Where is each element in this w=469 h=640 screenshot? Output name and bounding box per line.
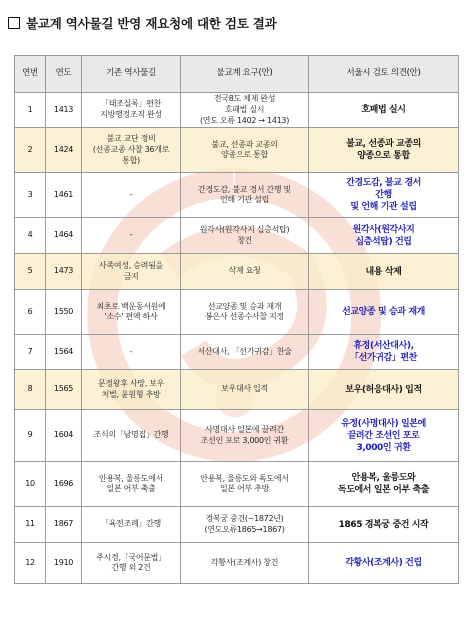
row-original: 문정왕후 사망, 보우 처벌, 윤원형 추방	[82, 370, 181, 410]
row-year: 1424	[46, 128, 82, 173]
row-opinion: 선교양종 및 승과 재개	[309, 290, 459, 335]
row-opinion: 내용 삭제	[309, 254, 459, 290]
row-year: 1550	[46, 290, 82, 335]
table-row	[15, 254, 459, 290]
row-request: 보우대사 입적	[181, 370, 309, 410]
row-year: 1565	[46, 370, 82, 410]
row-year: 1910	[46, 543, 82, 584]
row-request: 삭제 요청	[181, 254, 309, 290]
document-title	[8, 14, 277, 32]
row-request: 전국8도 체제 완성 호패법 실시 (연도 오류 1402 → 1413)	[181, 93, 309, 128]
row-year: 1564	[46, 335, 82, 370]
row-number: 10	[15, 462, 46, 507]
row-year: 1461	[46, 173, 82, 218]
row-request: 원각사(원각사지 십층석탑) 창건	[181, 218, 309, 254]
row-request: 선교양종 및 승과 재개 봉은사 선종수사찰 지정	[181, 290, 309, 335]
row-opinion: 간경도감, 불교 경서 간행 및 언해 기관 설립	[309, 173, 459, 218]
row-original: 「육전조례」간행	[82, 507, 181, 543]
row-number: 5	[15, 254, 46, 290]
row-original: -	[82, 335, 181, 370]
table-row	[15, 335, 459, 370]
row-number: 11	[15, 507, 46, 543]
table-row	[15, 462, 459, 507]
row-request: 안용복, 울릉도와 독도에서 일본 어부 추방	[181, 462, 309, 507]
table-row	[15, 543, 459, 584]
table-row	[15, 370, 459, 410]
checkbox-square-icon	[8, 17, 20, 29]
row-number: 8	[15, 370, 46, 410]
row-number: 12	[15, 543, 46, 584]
header-opinion: 서울시 검토 의견(안)	[309, 56, 459, 93]
row-request: 사명대사 일본에 끌려간 조선인 포로 3,000인 귀환	[181, 410, 309, 462]
review-results-table	[14, 55, 459, 584]
row-opinion: 유정(사명대사) 일본에 끌려간 조선인 포로 3,000인 귀환	[309, 410, 459, 462]
row-opinion: 각황사(조계사) 건립	[309, 543, 459, 584]
row-original: 사족여성, 승려됨을 금지	[82, 254, 181, 290]
row-original: 「태조실록」편찬 지방행정조직 완성	[82, 93, 181, 128]
row-original: -	[82, 218, 181, 254]
table-row	[15, 218, 459, 254]
table-row	[15, 507, 459, 543]
row-number: 6	[15, 290, 46, 335]
row-year: 1473	[46, 254, 82, 290]
row-original: 조식의「남명집」간행	[82, 410, 181, 462]
row-number: 2	[15, 128, 46, 173]
row-number: 7	[15, 335, 46, 370]
row-opinion: 보우(허응대사) 입적	[309, 370, 459, 410]
row-year: 1464	[46, 218, 82, 254]
row-opinion: 호패법 실시	[309, 93, 459, 128]
row-number: 1	[15, 93, 46, 128]
row-year: 1867	[46, 507, 82, 543]
row-opinion: 1865 경복궁 중건 시작	[309, 507, 459, 543]
row-original: -	[82, 173, 181, 218]
table-row	[15, 290, 459, 335]
table-row	[15, 93, 459, 128]
row-year: 1696	[46, 462, 82, 507]
row-original: 불교 교단 정비 (선종교종 사찰 36개로 통합)	[82, 128, 181, 173]
row-request: 간경도감, 불교 경서 간행 및 언해 기관 설립	[181, 173, 309, 218]
row-year: 1604	[46, 410, 82, 462]
row-number: 4	[15, 218, 46, 254]
header-original: 기존 역사물길	[82, 56, 181, 93]
row-request: 서산대사, 「선가귀감」찬술	[181, 335, 309, 370]
row-original: 최초로 백운동서원에 '소수' 편액 하사	[82, 290, 181, 335]
table-header-row	[15, 56, 459, 93]
row-opinion: 휴정(서산대사), 「선가귀감」편찬	[309, 335, 459, 370]
table-row	[15, 173, 459, 218]
title-text: 불교계 역사물길 반영 재요청에 대한 검토 결과	[26, 16, 277, 31]
row-request: 각황사(조계사) 창건	[181, 543, 309, 584]
row-number: 9	[15, 410, 46, 462]
header-year: 연도	[46, 56, 82, 93]
header-request: 불교계 요구(안)	[181, 56, 309, 93]
row-request: 불교, 선종과 교종의 양종으로 통합	[181, 128, 309, 173]
row-original: 안용복, 울릉도에서 일본 어부 축출	[82, 462, 181, 507]
row-original: 주시경,「국어문법」 간행 외 2건	[82, 543, 181, 584]
row-opinion: 안용복, 울릉도와 독도에서 일본 어부 축출	[309, 462, 459, 507]
row-opinion: 원각사(원각사지 십층석탑) 건립	[309, 218, 459, 254]
row-year: 1413	[46, 93, 82, 128]
row-request: 경복궁 중건(~1872년) (연도오류1865→1867)	[181, 507, 309, 543]
row-opinion: 불교, 선종과 교종의 양종으로 통합	[309, 128, 459, 173]
table-row	[15, 410, 459, 462]
row-number: 3	[15, 173, 46, 218]
header-num: 연번	[15, 56, 46, 93]
table-row	[15, 128, 459, 173]
